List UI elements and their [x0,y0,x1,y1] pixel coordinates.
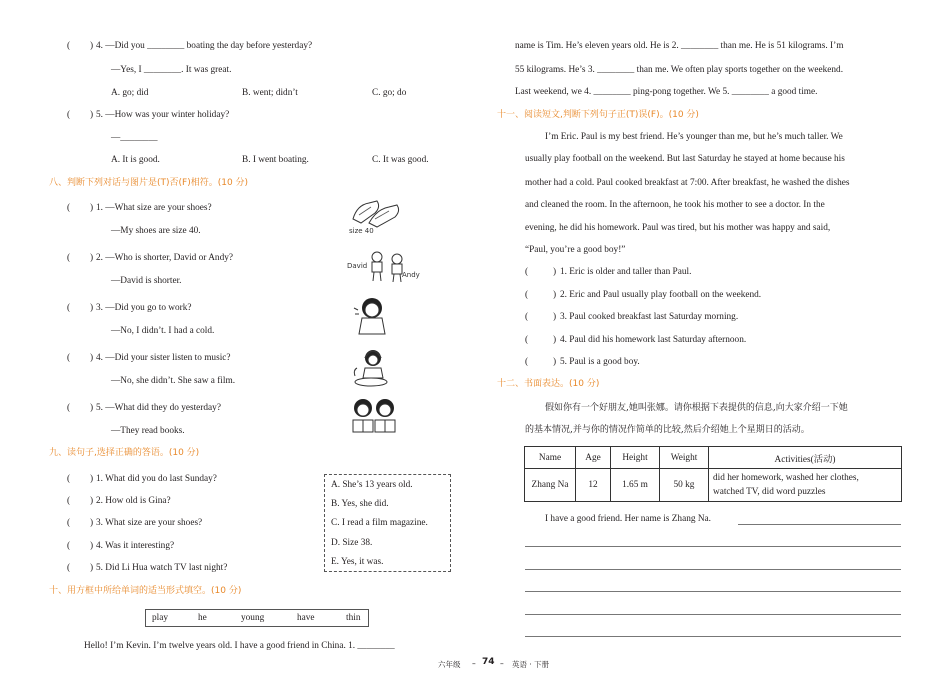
table-header-row [525,447,902,469]
info-table [524,446,902,502]
section12-heading: 十二、书面表达。(10 分) [497,379,600,389]
word-have: have [297,613,315,623]
s8-q3-answer: —No, I didn’t. I had a cold. [111,326,215,336]
s11-passage-line2: usually play football on the weekend. But last Saturday he stayed at home because his [525,154,845,164]
s12-prompt-line2: 的基本情况,并与你的情况作简单的比较,然后介绍她上个星期日的活动。 [525,425,810,435]
s9-opt-c: C. I read a film magazine. [331,518,428,528]
s8-q3-question: 3. —Did you go to work? [96,303,192,313]
s9-opt-d: D. Size 38. [331,538,373,548]
s11-statement-1: 1. Eric is older and taller than Paul. [560,267,692,277]
td-height: 1.65 m [611,469,660,502]
paren-left: ( [67,110,71,120]
s9-opt-b: B. Yes, she did. [331,499,389,509]
paren-right: ) [90,253,94,263]
s7-q5-opt-a: A. It is good. [111,155,160,165]
word-he: he [198,613,207,623]
paren-right: ) [90,403,94,413]
s9-q4: 4. Was it interesting? [96,541,175,551]
girl-with-cold-illustration [352,294,392,338]
writing-line[interactable] [738,524,901,525]
s12-starter-sentence: I have a good friend. Her name is Zhang Na. [545,514,711,524]
section9-heading: 九、读句子,选择正确的答语。(10 分) [49,448,200,458]
s9-opt-a: A. She’s 13 years old. [331,480,413,490]
paren-left: ( [67,563,71,573]
writing-line[interactable] [525,636,901,637]
td-name: Zhang Na [525,469,576,502]
s9-q5: 5. Did Li Hua watch TV last night? [96,563,228,573]
s11-passage-line3: mother had a cold. Paul cooked breakfast at 7:00. After breakfast, he washed the dishes [525,178,850,188]
paren-left: ( [67,474,71,484]
s10-passage-line1: Hello! I’m Kevin. I’m twelve years old. I have a good friend in China. 1. ________ [84,641,395,651]
td-weight: 50 kg [660,469,709,502]
paren-right: ) [90,518,94,528]
paren-left: ( [525,267,529,277]
word-young: young [241,613,265,623]
s11-statement-5: 5. Paul is a good boy. [560,357,640,367]
s7-q5-opt-c: C. It was good. [372,155,429,165]
paren-right: ) [90,541,94,551]
s12-prompt-line1: 假如你有一个好朋友,她叫张娜。请你根据下表提供的信息,向大家介绍一下她 [545,403,848,413]
shoes-illustration [347,197,405,237]
s7-q4-text: 4. —Did you ________ boating the day before yesterday? [96,41,313,51]
td-activities-line1: did her homework, washed her clothes, [713,473,859,483]
paren-left: ( [525,335,529,345]
s7-q5-text: 5. —How was your winter holiday? [96,110,230,120]
word-thin: thin [346,613,361,623]
paren-right: ) [90,41,94,51]
andy-label: Andy [402,271,420,279]
writing-line[interactable] [525,569,901,570]
footer-subject: 英语 · 下册 [512,660,550,669]
paren-left: ( [67,541,71,551]
s7-q5-answer: —________ [111,133,158,143]
s11-passage-line4: and cleaned the room. In the afternoon, he took his mother to see a doctor. In the [525,200,825,210]
s9-q2: 2. How old is Gina? [96,496,171,506]
s7-q5-opt-b: B. I went boating. [242,155,309,165]
paren-left: ( [67,403,71,413]
section10-heading: 十、用方框中所给单词的适当形式填空。(10 分) [49,586,242,596]
paren-right: ) [553,357,557,367]
paren-right: ) [90,110,94,120]
s10-passage-line3: 55 kilograms. He’s 3. ________ than me. We often play sports together on the weekend. [515,65,844,75]
s11-statement-2: 2. Eric and Paul usually play football on the weekend. [560,290,762,300]
david-andy-illustration [347,249,422,283]
paren-right: ) [90,563,94,573]
paren-right: ) [553,290,557,300]
s11-statement-4: 4. Paul did his homework last Saturday afternoon. [560,335,747,345]
s7-q4-answer: —Yes, I ________. It was great. [111,65,232,75]
girl-with-headphones-illustration [349,346,393,388]
paren-right: ) [90,303,94,313]
th-height: Height [611,447,660,469]
word-play: play [152,613,169,623]
s7-q4-opt-a: A. go; did [111,88,149,98]
kids-reading-illustration [347,396,401,438]
s11-passage-line1: I’m Eric. Paul is my best friend. He’s younger than me, but he’s much taller. We [545,132,843,142]
paren-left: ( [67,253,71,263]
writing-line[interactable] [525,546,901,547]
s11-statement-3: 3. Paul cooked breakfast last Saturday morning. [560,312,739,322]
footer-dash: – [500,659,504,668]
paren-right: ) [553,267,557,277]
td-age: 12 [576,469,611,502]
s7-q4-opt-b: B. went; didn’t [242,88,298,98]
paren-right: ) [90,474,94,484]
paren-right: ) [553,312,557,322]
writing-line[interactable] [525,591,901,592]
s8-q4-answer: —No, she didn’t. She saw a film. [111,376,236,386]
section8-heading: 八、判断下列对话与图片是(T)否(F)相符。(10 分) [49,178,249,188]
s8-q5-answer: —They read books. [111,426,185,436]
s7-q4-opt-c: C. go; do [372,88,407,98]
paren-left: ( [525,312,529,322]
paren-right: ) [90,353,94,363]
paren-left: ( [67,353,71,363]
s9-q1: 1. What did you do last Sunday? [96,474,217,484]
s11-passage-line5: evening, he did his homework. Paul was tired, but his mother was happy and said, [525,223,831,233]
td-activities-line2: watched TV, did word puzzles [713,487,826,497]
s11-passage-line6: “Paul, you’re a good boy!” [525,245,626,255]
s10-passage-line4: Last weekend, we 4. ________ ping-pong together. We 5. ________ a good time. [515,87,818,97]
td-activities [709,469,902,502]
footer-page-number: 74 [482,657,495,667]
s8-q1-answer: —My shoes are size 40. [111,226,201,236]
paren-left: ( [525,357,529,367]
th-activities: Activities(活动) [709,447,902,469]
th-name: Name [525,447,576,469]
shoes-size-label: size 40 [349,227,374,235]
s8-q2-question: 2. —Who is shorter, David or Andy? [96,253,233,263]
paren-left: ( [67,303,71,313]
paren-left: ( [67,518,71,528]
paren-left: ( [525,290,529,300]
s9-opt-e: E. Yes, it was. [331,557,384,567]
paren-left: ( [67,496,71,506]
footer-dash: – [472,659,476,668]
s10-passage-line2: name is Tim. He’s eleven years old. He is 2. ________ than me. He is 51 kilograms. I’m [515,41,844,51]
footer-grade: 六年级 [438,660,461,669]
s8-q5-question: 5. —What did they do yesterday? [96,403,221,413]
david-label: David [347,262,368,270]
paren-right: ) [90,496,94,506]
th-age: Age [576,447,611,469]
table-row [525,469,902,502]
th-weight: Weight [660,447,709,469]
section11-heading: 十一、阅读短文,判断下列句子正(T)误(F)。(10 分) [497,110,699,120]
writing-line[interactable] [525,614,901,615]
paren-left: ( [67,41,71,51]
s9-q3: 3. What size are your shoes? [96,518,203,528]
paren-right: ) [90,203,94,213]
s8-q4-question: 4. —Did your sister listen to music? [96,353,231,363]
s8-q1-question: 1. —What size are your shoes? [96,203,212,213]
s8-q2-answer: —David is shorter. [111,276,182,286]
paren-left: ( [67,203,71,213]
paren-right: ) [553,335,557,345]
